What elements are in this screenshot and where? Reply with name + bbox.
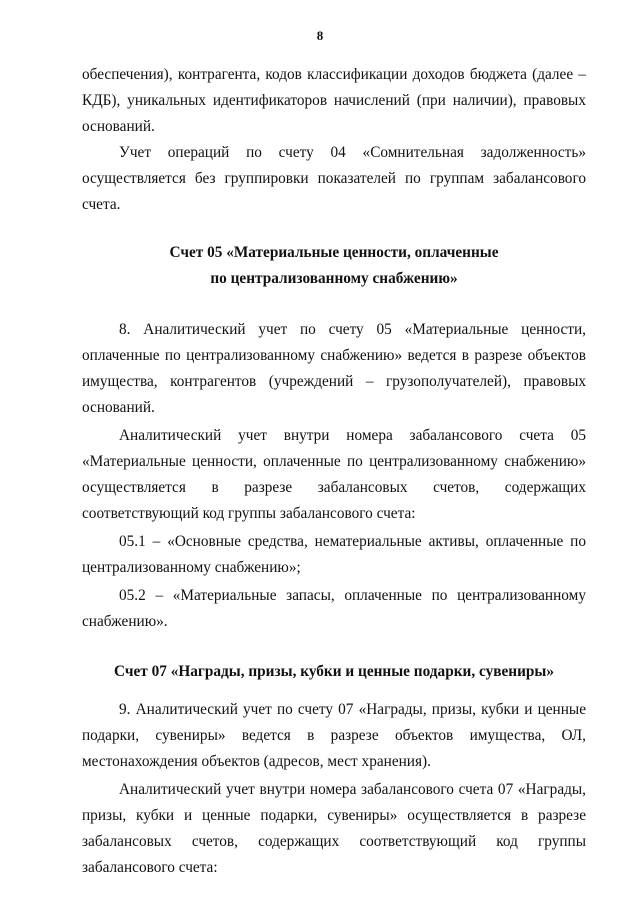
document-body xyxy=(82,62,586,881)
paragraph-05-2: 05.2 – «Материальные запасы, оплаченные по централизованному снабжению». xyxy=(82,587,586,630)
section-heading-05-line1: Счет 05 «Материальные ценности, оплаченные xyxy=(169,244,499,261)
paragraph-account-05-analytics: Аналитический учет внутри номера забалансового счета 05 «Материальные ценности, оплаченные по централизованному снабжению» осуществляется в разрезе забалансовых счетов, содержащих соответствующий код группы забалансового счета: xyxy=(82,427,586,522)
section-heading-05-line2: по централизованному снабжению» xyxy=(210,270,458,287)
section-heading-07: Счет 07 «Награды, призы, кубки и ценные подарки, сувениры» xyxy=(114,663,554,680)
paragraph-item-8: 8. Аналитический учет по счету 05 «Материальные ценности, оплаченные по централизованному снабжению» ведется в разрезе объектов имущества, контрагентов (учреждений – грузополучателей), правовых оснований. xyxy=(82,321,586,416)
paragraph-05-1: 05.1 – «Основные средства, нематериальные активы, оплаченные по централизованному снабжению»; xyxy=(82,533,586,576)
section-heading-account-05 xyxy=(82,240,586,292)
paragraph-continuation: обеспечения), контрагента, кодов классификации доходов бюджета (далее – КДБ), уникальных идентификаторов начислений (при наличии), правовых оснований. xyxy=(82,66,586,135)
section-heading-account-07 xyxy=(82,659,586,685)
page-number: 8 xyxy=(316,28,324,43)
paragraph-account-07-analytics: Аналитический учет внутри номера забалансового счета 07 «Награды, призы, кубки и ценные подарки, сувениры» осуществляется в разрезе забалансовых счетов, содержащих соответствующий код группы забалансового счета: xyxy=(82,781,586,876)
paragraph-item-9: 9. Аналитический учет по счету 07 «Награды, призы, кубки и ценные подарки, сувениры» ведется в разрезе объектов имущества, ОЛ, местонахождения объектов (адресов, мест хранения). xyxy=(82,701,586,770)
paragraph-account-04: Учет операций по счету 04 «Сомнительная задолженность» осуществляется без группировки показателей по группам забалансового счета. xyxy=(82,144,586,213)
